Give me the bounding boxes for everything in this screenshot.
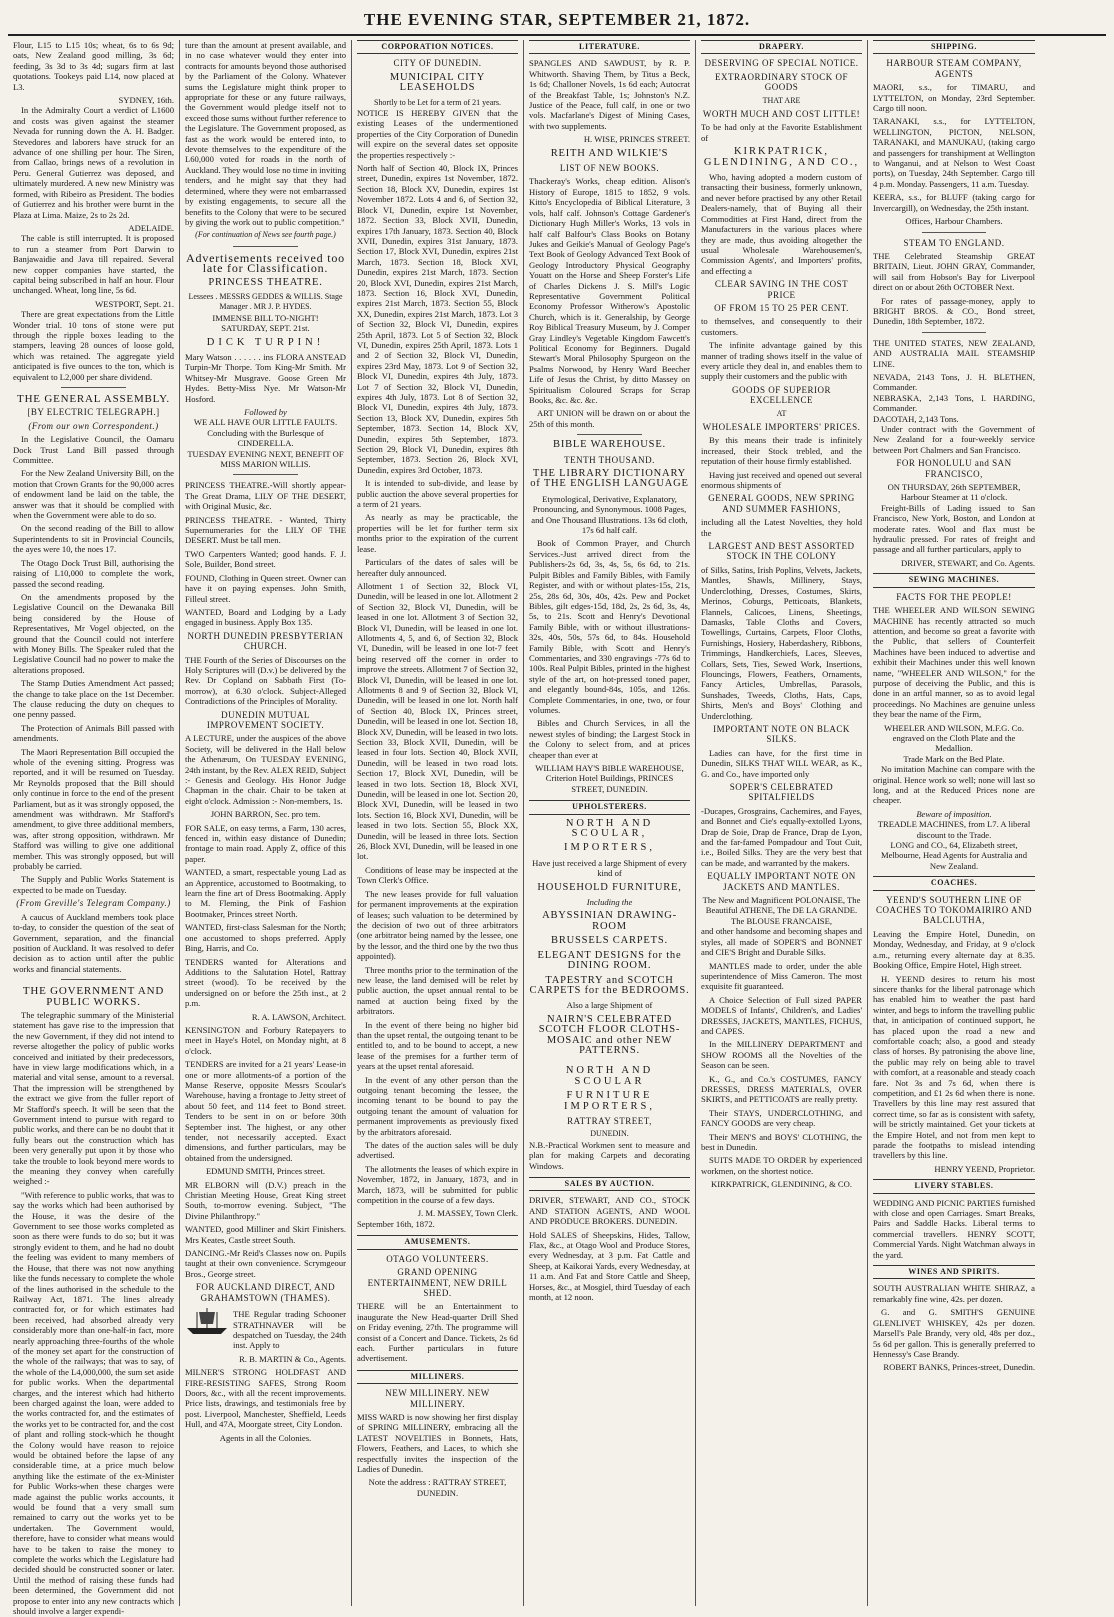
leaseholds-notice: NOTICE IS HEREBY GIVEN that the existing Leases of the undermentioned properties of the City Corporation of Dunedin will expire on the several dates set opposite the properties respectively :- bbox=[357, 108, 518, 160]
north-scoular-title: NORTH AND SCOULAR, bbox=[565, 817, 654, 840]
column-4 bbox=[524, 40, 696, 1606]
wheeler-wilson: THE WHEELER AND WILSON SEWING MACHINE has recently attracted so much attention, and become so great a favorite with the Public, that sellers of Counterfeit Machines have been induced to advertise and exhibit their Machines under this well known name, "WHEELER AND WILSON," for the purpose of deceiving the Public, and this is done in an artful manner, so as to avoid legal proceedings. No Machines are genuine unless they bear the name of the Firm, bbox=[873, 605, 1035, 720]
that-are: THAT ARE bbox=[762, 95, 801, 105]
column-1 bbox=[8, 40, 180, 1617]
city-label: CITY OF DUNEDIN. bbox=[393, 58, 482, 69]
ship-body: THE Regular trading Schooner STRATHNAVER will be despatched on Tuesday, the 24th inst. Apply to bbox=[233, 1309, 346, 1351]
mens-clothing: Their MEN'S and BOYS' CLOTHING, the best in Dunedin. bbox=[701, 1131, 862, 1152]
section-sales: SALES BY AUCTION. bbox=[529, 1177, 690, 1191]
ad-farm: FOR SALE, on easy terms, a Farm, 130 acres, fenced in, within easy distance of Dunedin; frontage to main road. Apply Z, office of this paper. bbox=[185, 822, 346, 864]
leaseholds-paragraph: The allotments the leases of which expire in November, 1872, in January, 1873, and in March, 1873, will be submitted for public competition in the course of a few days. bbox=[357, 1163, 518, 1206]
millinery-dept: In the MILLINERY DEPARTMENT and SHOW ROOMS all the Novelties of the Season can be seen. bbox=[701, 1039, 862, 1071]
glenlivet: G. and G. SMITH'S GENUINE GLENLIVET WHISKEY, 42s per dozen. Marsell's Pale Brandy, very old, 48s per doz., 5s 6d per gallon. This is generally preferred to Hennessy's Case Brandy. bbox=[873, 1307, 1035, 1359]
section-livery: LIVERY STABLES. bbox=[873, 1179, 1035, 1193]
gb-rates: For rates of passage-money, apply to BRIGHT BROS. & CO., Bond street, Dunedin, 18th September, 1872. bbox=[873, 295, 1035, 327]
infinite-advantage: The infinite advantage gained by this manner of trading shows itself in the value of every article they deal in, and enables them to supply their customers and the public with bbox=[701, 340, 862, 382]
dacotah: DACOTAH, 2,143 Tons. bbox=[873, 413, 959, 424]
theatre-tuesday: TUESDAY EVENING NEXT, BENEFIT OF MISS MARION WILLIS. bbox=[187, 448, 344, 470]
ad-kensington: KENSINGTON and Forbury Ratepayers to meet in Haye's Hotel, on Monday night, at 8 o'clock. bbox=[185, 1024, 346, 1056]
south-australian: SOUTH AUSTRALIAN WHITE SHIRAZ, a remarkably fine wine, 42s. per dozen. bbox=[873, 1283, 1035, 1304]
column-2 bbox=[180, 40, 352, 1606]
elegant-designs: ELEGANT DESIGNS for the DINING ROOM. bbox=[537, 949, 682, 972]
ww-mfg: WHEELER AND WILSON, M.F.G. Co. engraved on the Cloth Plate and the Medallion. bbox=[884, 722, 1024, 754]
byline-correspondent: (From our own Correspondent.) bbox=[28, 420, 159, 431]
facts-people: FACTS FOR THE PEOPLE! bbox=[896, 591, 1012, 602]
bible-sign: WILLIAM HAY'S BIBLE WAREHOUSE, Criterion Hotel Buildings, PRINCES STREET, DUNEDIN. bbox=[535, 763, 684, 794]
leaseholds-paragraph: It is intended to sub-divide, and lease by public auction the above several properties for a term of 21 years. bbox=[357, 478, 518, 510]
theatre-lessees: Lessees . MESSRS GEDDES & WILLIS. Stage Manager . MR J. P. HYDES. bbox=[188, 291, 343, 312]
assembly-paragraph: The Maori Representation Bill occupied the whole of the evening sitting. Progress was reported, and it will be resumed on Tuesday. Mr Reynolds proposed that the Bill should only continue in force to the end of the present Parliament, but as it was strongly opposed, the amendment was withdrawn. Mr Stafford's amendment, to give three additional members, was, after strong opposition, withdrawn. Mr Stafford was willing to give one additional member. This was strongly opposed, but will probably be carried. bbox=[13, 746, 174, 872]
including-latest: including all the Latest Novelties, they hold the bbox=[701, 517, 862, 538]
nairn: NAIRN'S CELEBRATED SCOTCH FLOOR CLOTHS-MOSAIC and other NEW PATTERNS. bbox=[538, 1013, 681, 1056]
extraordinary: EXTRAORDINARY STOCK OF GOODS bbox=[714, 71, 848, 93]
ship-sign: R. B. MARTIN & Co., Agents. bbox=[239, 1353, 346, 1364]
grand-body: THERE will be an Entertainment to inaugurate the New Head-quarter Drill Shed on Friday evening, 27th. The programme will consist of a Concert and Dance. Tickets, 2s 6d each. Further particulars in future advertisement. bbox=[357, 1301, 518, 1364]
nevada: NEVADA, 2143 Tons, J. H. BLETHEN, Commander. bbox=[873, 371, 1035, 393]
nb-workmen: N.B.-Practical Workmen sent to measure and plan for making Carpets and decorating Windows. bbox=[529, 1139, 690, 1171]
treadle: TREADLE MACHINES, from L7. A liberal discount to the Trade. bbox=[877, 819, 1031, 840]
assembly-paragraph: On the second reading of the Bill to allow Superintendents to sit in Provincial Councils, the ayes were 10, the noes 17. bbox=[13, 523, 174, 555]
presbyterian-title: NORTH DUNEDIN PRESBYTERIAN CHURCH. bbox=[187, 630, 344, 652]
section-coaches: COACHES. bbox=[873, 876, 1035, 890]
and-other-shapes: and other handsome and becoming shapes and styles, all made of SOPER'S and BONNET and CIE'S Bright and Durable Silks. bbox=[701, 926, 862, 958]
kg-sign: KIRKPATRICK, GLENDINING, & CO. bbox=[710, 1179, 852, 1190]
bible-body-2: Bibles and Church Services, in all the newest styles of binding; the Largest Stock in the Colony to select from, and at prices cheaper than ever at bbox=[529, 718, 690, 760]
equally-important: EQUALLY IMPORTANT NOTE ON JACKETS AND MANTLES. bbox=[707, 871, 856, 892]
clear-saving: CLEAR SAVING IN THE COST PRICE bbox=[714, 279, 849, 300]
importers-title: IMPORTERS, bbox=[564, 842, 655, 854]
theatre-play: DICK TURPIN! bbox=[206, 336, 325, 348]
leaseholds-paragraph: As nearly as may be practicable, the properties will be let for further term six months prior to the expiration of the current lease. bbox=[357, 512, 518, 554]
assembly-paragraph: The Otago Dock Trust Bill, authorising the raising of L10,000 to complete the work, passed the second reading. bbox=[13, 557, 174, 589]
kg-body: Who, having adopted a modern custom of transacting their business, formerly unknown, and never before practised by any other Retail Dealers-namely, that of Buying all their Commodities at First Hand, direct from the Manufacturers in the various places where they are made, thus avoiding altogether the usual Wholesale Warehousemen's, Commission Agents', and Importers' profits, and effecting a bbox=[701, 172, 862, 276]
at-label: AT bbox=[776, 408, 787, 418]
byline-grevilles: (From Greville's Telegram Company.) bbox=[16, 898, 171, 909]
news-adelaide: The cable is still interrupted. It is proposed to run a steamer from Port Darwin to Banjawaidie and Java till repaired. Several new copper companies have started, the capital being subscribed in half an hour. Flour unchanged. Wheat, long line, 5s 6d. bbox=[13, 233, 174, 296]
driver-title: DRIVER, STEWART, AND CO., STOCK AND STATION AGENTS, AND WOOL AND PRODUCE BROKERS. DUNEDIN. bbox=[529, 1195, 690, 1227]
freight: Freight-Bills of Lading issued to San Francisco, New York, Boston, and London at moderate rates. Wool and flax must be hydraulic pressed. For rates of freight and passage and all further particulars, apply to bbox=[873, 502, 1035, 555]
theatre-title: PRINCESS THEATRE. bbox=[208, 276, 323, 288]
ship-icon bbox=[185, 1306, 229, 1336]
leaseholds-paragraph: The dates of the auction sales will be duly advertised. bbox=[357, 1140, 518, 1161]
leaseholds-title: MUNICIPAL CITY LEASEHOLDS bbox=[389, 71, 486, 94]
kg-title: KIRKPATRICK, GLENDINING, AND CO., bbox=[703, 146, 860, 168]
dateline-westport: WESTPORT, Sept. 21. bbox=[95, 298, 174, 309]
news-auckland: A caucus of Auckland members took place to-day, to consider the question of the seat of Government, separation, and the financial position of Auckland. It was resolved to defer decision as to action until after the public works and financial statements. bbox=[13, 911, 174, 974]
dateline-adelaide: ADELAIDE. bbox=[128, 222, 174, 233]
assembly-paragraph: On the amendments proposed by the Legislative Council on the Dewanaka Bill being considered by the House of Representatives, Mr Vogel objected, on the ground that the Council could not interfere with Money Bills. The Speaker ruled that the Legislative Council had no power to make the alterations proposed. bbox=[13, 591, 174, 675]
theatre-farce: WE ALL HAVE OUR LITTLE FAULTS. bbox=[193, 417, 338, 428]
no-imitation: No imitation Machine can compare with the original. Hence work so well; none will last so long, and at the Reduced Prices none are cheaper. bbox=[873, 764, 1035, 806]
library-title: THE LIBRARY DICTIONARY of THE ENGLISH LANGUAGE bbox=[530, 468, 689, 490]
ward-body: MISS WARD is now showing her first display of SPRING MILLINERY, embracing all the LATEST NOVELTIES in Bonnets, Hats, Flowers, Feathers, and Laces, to which she respectfully invites the inspection of the Ladies of Dunedin. bbox=[357, 1411, 518, 1474]
trade-mark: Trade Mark on the Bed Plate. bbox=[903, 753, 1005, 764]
to-themselves: to themselves, and consequently to their customers. bbox=[701, 316, 862, 337]
long-and-co: LONG and CO., 64, Elizabeth street, Melbourne, Head Agents for Australia and New Zealand. bbox=[880, 840, 1028, 871]
section-milliners: MILLINERS. bbox=[357, 1370, 518, 1384]
driver-body: Hold SALES of Sheepskins, Hides, Tallow, Flax, &c., at Otago Wool and Produce Stores, every Wednesday, at 3 p.m. Fat Cattle and Sheep, at Kaikorai Yards, every Wednesday, at 11 a.m. And Fat and Store Cattle and Sheep, Horses, &c., at Mosgiel, third Tuesday of each month, at 12 noon. bbox=[529, 1229, 690, 1303]
costumes: K., G., and Co.'s COSTUMES, FANCY DRESSES, DRESS MATERIALS, OVER SKIRTS, and PETTICOATS are really pretty. bbox=[701, 1073, 862, 1105]
soper-title: SOPER'S CELEBRATED SPITALFIELDS bbox=[729, 782, 834, 803]
theatre-conclude: Concluding with the Burlesque of CINDERELLA. bbox=[207, 427, 324, 449]
freight-sign: DRIVER, STEWART, and Co. Agents. bbox=[901, 557, 1035, 568]
brussels: BRUSSELS CARPETS. bbox=[551, 935, 668, 947]
new-magnificent: The New and Magnificent POLONAISE, The Beautiful ATHENE, The DE LA GRANDE. The BLOUSE FRANCAISE, bbox=[702, 895, 861, 926]
stays: Their STAYS, UNDERCLOTHING, and FANCY GOODS are very cheap. bbox=[701, 1107, 862, 1129]
ad-salesman: WANTED, first-class Salesman for the North; one accustomed to shops preferred. Apply Bing, Harris, and Co. bbox=[185, 922, 346, 954]
yeend-title: YEEND'S SOUTHERN LINE OF COACHES TO TOKOMAIRIRO AND BALCLUTHA, bbox=[875, 894, 1033, 926]
masthead: THE EVENING STAR, SEPTEMBER 21, 1872. bbox=[8, 6, 1106, 36]
reith-art-union: ART UNION will be drawn on or about the 25th of this month. bbox=[529, 408, 690, 429]
mutual-sign: JOHN BARRON, Sec. pro tem. bbox=[210, 809, 321, 820]
rattray-street: RATTRAY STREET, bbox=[567, 1115, 652, 1126]
assembly-paragraph: The Stamp Duties Amendment Act passed; the change to take place on the 1st December. The clause reducing the duty on cheques to one penny passed. bbox=[13, 678, 174, 720]
worth-much: WORTH MUCH AND COST LITTLE! bbox=[702, 109, 861, 120]
suits: SUITS MADE TO ORDER by experienced workmen, on the shortest notice. bbox=[701, 1155, 862, 1176]
important-note: IMPORTANT NOTE ON BLACK SILKS. bbox=[713, 723, 850, 745]
robert-banks: ROBERT BANKS, Princes-street, Dunedin. bbox=[883, 1362, 1035, 1373]
column-3 bbox=[352, 40, 524, 1606]
section-shipping: SHIPPING. bbox=[873, 40, 1035, 54]
ad-board: WANTED, Board and Lodging by a Lady engaged in business. Apply Box 135. bbox=[185, 606, 346, 628]
ad-tenders-lease: TENDERS are invited for a 21 years' Lease-in one or more allotments-of a portion of the Manse Reserve, opposite Messrs Scoular's Warehouse, having a frontage to Jetty street of about 50 feet, and 114 feet to Bond street. Tenders to be sent in on or before 30th September inst. The highest, or any other tender, not necessarily accepted. Exact dimensions, and further particulars, may be obtained from the undersigned. bbox=[185, 1059, 346, 1163]
column-6 bbox=[868, 40, 1040, 1606]
columns bbox=[8, 40, 1106, 1617]
government-continued: ture than the amount at present available, and in no case whatever would they enter into contracts for amounts beyond those authorised by the Parliament of the Colony. Whatever sums the Legislature might think proper to appropriate for these or any future railways, the Government would pledge itself not to exceed those sums without further reference to the Legislature. The Government proposed, as fast as the work would be entered into, to devote themselves to the expenditure of the L60,000 voted for roads in the north of Auckland. They would lose no time in inviting tenders, and he might say that they had determined, where they were not embarrassed by existing engagements, to secure all the benefits to the Colony that were to be secured by giving the work out to public competition." bbox=[185, 40, 346, 227]
milner-agents: Agents in all the Colonies. bbox=[219, 1432, 312, 1443]
soper-body: -Ducapes, Grosgrains, Cachemires, and Fayes, and Bonnet and Cie's equally-extolled Lyons, Drap de Soie, Drap de France, Drap de Lyon, and the far-famed Pompadour and Tout Cuit, i.e., Boiled Silks. They are the very best that can be made, and warranted by the makers. bbox=[701, 805, 862, 868]
government-paragraph: "With reference to public works, that was to say the works which had been authorised by the House, it was the desire of the Government to see those works completed as soon as there were funds to do so; but it was strongly evident to them, and he had no doubt the feeling was evident to many members of the House, that there was not now anything like the funds necessary to complete the whole of the lines authorised in the schedule to the Railway Act, 1871. The lines already contracted for, or for which estimates had been received, had absorbed already very considerably more than one-half-in fact, more nearly approaching three-fourths of the whole of the money set apart for the construction of the whole of the railways; that was to say, of the whole of the L4,000,000, the sum set aside for public works. When the departmental charges, and the interest which had hitherto been charged against the loan, were added to the works contracted for, and the estimates of the works yet to be contracted for, and the cost of plant and rolling stock-which he thought the Colony would have reason to rejoice would be obtained before the lapse of any considerable time, at a price much below anything like the estimate of the ex-Minister for Public Works-when these charges were made against the public works accounts, it would be found that a very small sum remained to carry out the works yet to be undertaken. The Government would, therefore, have to consider what means would have to be taken to raise the money to complete the works which the Legislature had decided should be constructed sooner or later. Until the method of raising these funds had been determined, the Government did not propose to enter into any new contracts which should involve a larger expendi- bbox=[13, 1189, 174, 1617]
silks-list: of Silks, Satins, Irish Poplins, Velvets, Jackets, Mantles, Shawls, Millinery, Stays, Underclothing, Dresses, Costumes, Skirts, Merinos, Coburgs, Petticoats, Blankets, Flannels, Calicoes, Linens, Sheetings, Damasks, Table Cloths and Covers, Towellings, Curtains, Carpets, Floor Cloths, Furnishings, Hosiery, Haberdashery, Ribbons, Trimmings, Handkerchiefs, Laces, Sleeves, Collars, Sets, Ties, Sewed Work, Insertions, Flouncings, Flowers, Feathers, Ornaments, Fancy Articles, Umbrellas, Parasols, Sunshades, Tweeds, Cloths, Hats, Caps, Shirts, Men's and Boys' Clothing and Underclothing. bbox=[701, 564, 862, 721]
harbour-offices: Offices, Harbour Chambers. bbox=[905, 216, 1003, 227]
headline-assembly: THE GENERAL ASSEMBLY. bbox=[17, 393, 170, 405]
ad-carpenters: TWO Carpenters Wanted; good hands. F. J. Sole, Builder, Bond street. bbox=[185, 548, 346, 570]
assembly-paragraph: For the New Zealand University Bill, on the motion that Crown Grants for the 90,000 acres of endowment land be laid on the table, the answer was that it should be complied with when the Government were able to do so. bbox=[13, 468, 174, 521]
leaseholds-subtitle: Shortly to be Let for a term of 21 years. bbox=[373, 97, 502, 107]
column-5 bbox=[696, 40, 868, 1606]
market-report: Flour, L15 to L15 10s; wheat, 6s to 6s 9d; oats, New Zealand good milling, 3s 6d; feeding, 3s 3d to 3s 4d; sugars firm at last quotations. Tookeys paid L14, now placed at L3. bbox=[13, 40, 174, 92]
yeend-body: Leaving the Empire Hotel, Dunedin, on Monday, Wednesday, and Friday, at 9 o'clock a.m., returning every alternate day at 8.35. Booking Office, Empire Hotel, High street. bbox=[873, 928, 1035, 971]
leaseholds-list-lots: Allotment 1 of Section 32, Block VI, Dunedin, will be leased in one lot. Allotment 2 of Section 32, Block VI, Dunedin, will be leased in one lot. Allotment 3 of Section 32, Block VI, Dunedin, will be leased in one lot. Allotments 4, 5, and 6, of Section 32, Block VI, Dunedin, will be leased in one lot-7 feet being reserved off the corner in order to improve the streets. Allotment 7 of Section 32, Block VI, Dunedin, will be leased in one lot. Allotments 8 and 9 of Section 32, Block VI, Dunedin, will be leased in one lot. North half of Section 40, Block IX, Princes street, Dunedin, will be leased in one lot. Section 18, Block XV, Dunedin, will be leased in two lots. Section 33, Block XVII, Dunedin, will be leased in four lots. Section 40, Block XVII, Dunedin, will be leased in two road lots. Section 17, Block XVI, Dunedin, will be leased in two lots. Section 18, Block XVI, Dunedin, will be leased in one lot. Section 20, Block XVI, Dunedin, will be leased in two lots. Section 16, Block XVI, Dunedin, will be leased in two lots. Section 55, Block XX, Dunedin, will be leased in three lots. Section 26, Block XVI, Dunedin, will be leased in one lot. bbox=[357, 580, 518, 862]
deserving: DESERVING OF SPECIAL NOTICE. bbox=[704, 58, 859, 69]
yeend-sign: HENRY YEEND, Proprietor. bbox=[934, 1163, 1035, 1174]
ad-maori: MAORI, s.s., for TIMARU, and LYTTELTON, on Monday, 23rd September. Cargo till noon. bbox=[873, 82, 1035, 114]
tenders-lease-sign: EDMUND SMITH, Princes street. bbox=[205, 1166, 326, 1177]
bible-title: BIBLE WAREHOUSE. bbox=[553, 439, 666, 451]
general-goods: GENERAL GOODS, NEW SPRING AND SUMMER FASHIONS, bbox=[708, 493, 855, 514]
section-sewing: SEWING MACHINES. bbox=[873, 573, 1035, 587]
percent: OF FROM 15 TO 25 PER CENT. bbox=[714, 302, 849, 313]
section-upholsterers: UPHOLSTERERS. bbox=[529, 800, 690, 814]
leaseholds-paragraph: In the event of any other person than the outgoing tenant becoming the lessee, the incoming tenant to be bound to pay the outgoing tenant the amount of valuation for permanent improvements as previously fixed by the arbitrators aforesaid. bbox=[357, 1074, 518, 1137]
ad-theatre-lily: PRINCESS THEATRE.-Will shortly appear-The Great Drama, LILY OF THE DESERT, with Original Music, &c. bbox=[185, 480, 346, 512]
mantles-order: MANTLES made to order, under the able superintendence of Miss Cameron. The most exquisite fit guaranteed. bbox=[701, 960, 862, 992]
assembly-paragraph: The Supply and Public Works Statement is expected to be made on Tuesday. bbox=[13, 874, 174, 895]
beware: Beware of imposition. bbox=[916, 808, 992, 819]
leaseholds-paragraph: In the event of there being no higher bid than the upset rental, the outgoing tenant to be entitled to, and to be bound to accept, a new lease of the premises for a further term of years at the upset rental aforesaid. bbox=[357, 1019, 518, 1072]
great-britain: THE Celebrated Steamship GREAT BRITAIN, Lieut. JOHN GRAY, Commander, will sail from Hobson's Bay for Liverpool direct on or about 26th OCTOBER Next. bbox=[873, 250, 1035, 293]
theatre-date: SATURDAY, SEPT. 21st. bbox=[221, 323, 310, 334]
new-millinery: NEW MILLINERY. NEW MILLINERY. bbox=[385, 1388, 490, 1409]
leaseholds-sign: J. M. MASSEY, Town Clerk. bbox=[417, 1208, 518, 1219]
section-corporation: CORPORATION NOTICES. bbox=[357, 40, 518, 54]
theatre-cast: Mary Watson . . . . . . ins FLORA ANSTEAD Turpin-Mr Thorpe. Tom King-Mr Smith. Mr Whitsey-Mr Musgrave. Goose Green Mr Hydes. Betty-Miss Nye. Mr Watson-Mr Hosford. bbox=[185, 351, 346, 404]
ad-milner: MILNER'S STRONG HOLDFAST AND FIRE-RESISTING SAFES, Strong Room Doors, &c., with all the recent improvements. Price lists, drawings, and testimonials free by post. Liverpool, Manchester, Sheffield, Leeds Hull, and 47A, Moorgate street, City London. bbox=[185, 1367, 346, 1430]
section-wines: WINES AND SPIRITS. bbox=[873, 1265, 1035, 1279]
wholesale-prices: WHOLESALE IMPORTERS' PRICES. bbox=[702, 422, 861, 432]
spangles-ad: SPANGLES AND SAWDUST, by R. P. Whitworth. Shaving Them, by Titus a Beck, 1s 6d; Challoner Novels, 1s 6d each; Autocrat of the Breakfast Table, 1s; Johnston's N.Z. Justice of the Peace, full calf, in one or two vols. Macfarlane's Digest of Mining Cases, with two supplements. bbox=[529, 58, 690, 131]
otago-volunteers: OTAGO VOLUNTEERS. bbox=[386, 1253, 489, 1264]
section-drapery: DRAPERY. bbox=[701, 40, 862, 54]
ad-taranaki: TARANAKI, s.s., for LYTTELTON, WELLINGTON, PICTON, NELSON, TARANAKI, and MANUKAU, (taking cargo and passengers for transhipment at Wellington to Wanganui, and at Nelson to West Coast ports), on Tuesday, 24th September. Cargo till 4 p.m. Monday. Passengers, 11 a.m. Tuesday. bbox=[873, 116, 1035, 189]
headline-government: THE GOVERNMENT AND PUBLIC WORKS. bbox=[22, 985, 165, 1008]
theatre-follow: Followed by bbox=[244, 407, 287, 417]
ad-theatre-supers: PRINCESS THEATRE. - Wanted, Thirty Supernumeraries for the LILY OF THE DESERT. Must be tall men. bbox=[185, 514, 346, 546]
presbyterian-body: THE Fourth of the Series of Discourses on the Holy Scriptures will (D.v.) be delivered by the Rev. Dr Copland on Sabbath First (To-morrow), at 6.30 o'clock. Subject-Alleged Contradictions of the Principles of Morality. bbox=[185, 654, 346, 707]
leaseholds-list-expiry: North half of Section 40, Block IX, Princes street, Dunedin, expires 1st November, 1872. Section 18, Block XV, Dunedin, expires 1st November 1872. Lots 4 and 6, of Section 32, Block VI, Dunedin, expire 1st November, 1872. Section 33, Block XVII, Dunedin, expires 17th January, 1873. Section 40, Block XVII, Dunedin, expires 31st January, 1873. Section 17, Block XVI, Dunedin, expires 21st March, 1873. Section 18, Block XVI, Dunedin, expires 21st March, 1873. Section 20, Block XVI, Dunedin, expires 21st March, 1873. Section 16, Block XVI, Dunedin, expires 21st March, 1873. Section 55, Block XX, Dunedin, expires 21st March, 1873. Lot 3 of Section 32, Block VI, Dunedin, expires 25th April, 1873. Lot 5 of Section 32, Block VI, Dunedin, expires 25th April, 1873. Lots 1 and 2 of Section 32, Block VI, Dunedin, expires 23rd May, 1873. Lot 9 of Section 32, Block VI, Dunedin, expires 4th July, 1873. Lot 7 of Section 32, Block VI, Dunedin, expires 4th July, 1873. Lot 8 of Section 32, Block VI, Dunedin, expires 4th July, 1873. Section 13, Block XV, Dunedin, expires 5th September, 1873. Section 14, Block XV, Dunedin, expires 5th September, 1873. Section 29, Block VI, Dunedin, expires 8th September, 1873. Section 26, Block XVI, Dunedin, expires 3rd October, 1873. bbox=[357, 163, 518, 475]
late-ads-heading: Advertisements received too late for Classification. bbox=[186, 250, 345, 276]
news-westport: There are great expectations from the Little Wonder trial. 10 tons of stone were put through the ripple boxes leading to the stampers, leaving 28 ounces of loose gold, which was retained. The aggregate yield anticipated is five ounces to the ton, which is equivalent to L2,000 per share dividend. bbox=[13, 309, 174, 382]
tenders-hotel-sign: R. A. LAWSON, Architect. bbox=[251, 1011, 346, 1022]
thursday: ON THURSDAY, 26th SEPTEMBER, Harbour Steamer at 11 o'clock. bbox=[887, 482, 1021, 503]
steam-england: STEAM TO ENGLAND. bbox=[903, 237, 1005, 248]
yeend-paragraph: H. YEEND desires to return his most sincere thanks for the liberal patronage which has enabled him to weather the past hard winter, and begs to inform the travelling public that, in anticipation of continued support, he has placed upon the road a new and comfortable coach; also, a good and steady class of horses. By patronising the above line, the public may rely on being able to travel with comfort, at a reasonable and steady coach fare. Not 3s and 7s 6d, when there is competition, and £1 2s 6d when there is none. Travellers by this line may rest assured that correct time, so far as is consistent with safety, will be strictly maintained. Get your tickets at the Empire Hotel, and not from men kept to parade the footpaths to mislead intending travellers by this line. bbox=[873, 973, 1035, 1161]
section-literature: LITERATURE. bbox=[529, 40, 690, 54]
dateline-sydney: SYDNEY, 16th. bbox=[118, 95, 174, 106]
by-this-means: By this means their trade is infinitely increased, their Stock trebled, and the reputation of their house firmly established. bbox=[701, 435, 862, 467]
reith-subtitle: LIST OF NEW BOOKS. bbox=[559, 163, 660, 174]
leaseholds-paragraph: The new leases provide for full valuation for permanent improvements at the expiration of leases; such valuation to be determined by the decision of two out of three arbitrators (one arbitrator being named by the lessee, one by the lessor, and the third one by the two thus appointed). bbox=[357, 888, 518, 962]
goods-superior: GOODS OF SUPERIOR EXCELLENCE bbox=[731, 384, 832, 406]
ad-found: FOUND, Clothing in Queen street. Owner can have it on paying expenses. John Smith, Filleul street. bbox=[185, 572, 346, 604]
choice-selection: A Choice Selection of Full sized PAPER MODELS of Infants', Children's, and Ladies' DRESSES, JACKETS, MANTLES, FICHUS, and CAPES. bbox=[701, 994, 862, 1036]
also-shipment: Also a large Shipment of bbox=[566, 1000, 653, 1011]
including: Including the bbox=[586, 897, 633, 908]
assembly-paragraph: In the Legislative Council, the Oamaru Dock Trust Land Bill passed through Committee. bbox=[13, 434, 174, 466]
byline-telegraph: [BY ELECTRIC TELEGRAPH.] bbox=[27, 407, 160, 418]
assembly-paragraph: The Protection of Animals Bill passed with amendments. bbox=[13, 722, 174, 744]
us-mail-line: THE UNITED STATES, NEW ZEALAND, AND AUSTRALIA MAIL STEAMSHIP LINE. bbox=[873, 337, 1035, 369]
spangles-sign: H. WISE, PRINCES STREET. bbox=[583, 134, 690, 145]
under-contract: Under contract with the Government of New Zealand for a four-weekly service between Port Chalmers and San Francisco. bbox=[873, 424, 1035, 455]
leaseholds-paragraph: Three months prior to the termination of the new lease, the land demised will be relet by public auction, the upset annual rental to be named at auction being fixed by the arbitrators. bbox=[357, 964, 518, 1017]
ward-address: Note the address : RATTRAY STREET, DUNEDIN. bbox=[368, 1477, 507, 1498]
ns-body: Have just received a large Shipment of every kind of bbox=[532, 857, 687, 879]
honolulu: FOR HONOLULU and SAN FRANCISCO, bbox=[896, 458, 1012, 479]
to-be-had: To be had only at the Favorite Establishment of bbox=[701, 122, 862, 143]
north-scoular-title-2: NORTH AND SCOULAR bbox=[565, 1065, 654, 1087]
nebraska: NEBRASKA, 2,143 Tons, I. HARDING, Commander. bbox=[873, 392, 1035, 414]
ad-apprentice: WANTED, a smart, respectable young Lad as an Apprentice, accustomed to Bootmaking, to learn the fine art of Dress Bootmaking. Apply to M. Fleming, the Pink of Fashion Bootmaker, Princes street North. bbox=[185, 867, 346, 919]
tapestry: TAPESTRY and SCOTCH CARPETS for the BEDROOMS. bbox=[529, 974, 690, 996]
leaseholds-paragraph: Particulars of the dates of sales will be hereafter duly announced. bbox=[357, 557, 518, 578]
ad-elborn: MR ELBORN will (D.V.) preach in the Christian Meeting House, Great King street South, to-morrow evening. Subject, "The Divine Philanthropy." bbox=[185, 1179, 346, 1221]
reith-title: REITH AND WILKIE'S bbox=[550, 147, 669, 159]
ladies-silks: Ladies can have, for the first time in Dunedin, SILKS THAT WILL WEAR, as K., G. and Co., have imported only bbox=[701, 747, 862, 779]
reith-book-list: Thackeray's Works, cheap edition. Alison's History of Europe, 1815 to 1852, 9 vols. Kitto's Encyclopedia of Biblical Literature, 3 vols, half calf. Johnson's Cottage Gardener's Dictionary Hugh Miller's Works, 13 vols in half calf Balfour's Class Books on Botany Jukes and Geikie's Manual of Geology Page's Text Book of Geology Advanced Text Book of Geology Introductory Physical Geography Youatt on the Horse and Sheep Forster's Life of Charles Dickens J. S. Mill's Logic Representative Government Political Economy Professor Witherow's Apostolic Church, which is it. Generalship, by George Roy Biblical Treasury Museum, by J. Comper Gray Lindley's Vegetable Kingdom Fawcett's Political Economy for Beginners. Dugald Stewart's Moral Philosophy Spurgeon on the Psalms Norwood, by Henry Ward Beecher Life of Jesus the Christ, by ditto Massey on Spiritualism Coloured Scraps for Scrap Books, &c. &c. &c. bbox=[529, 176, 690, 405]
theatre-bill: IMMENSE BILL TO-NIGHT! bbox=[212, 312, 319, 323]
ship-title: FOR AUCKLAND DIRECT, AND GRAHAMSTOWN (THAMES). bbox=[195, 1282, 336, 1303]
leaseholds-date: September 16th, 1872. bbox=[357, 1218, 435, 1229]
mutual-body: A LECTURE, under the auspices of the above Society, will be delivered in the Hall below the Athenæum, On TUESDAY EVENING, 24th instant, by the Rev. ALEX REID, Subject :- Genesis and Geology. His Honor Judge Chapman in the chair. Chair to be taken at eight o'clock. Admission :- Non-members, 1s. bbox=[185, 733, 346, 806]
harbour-title: HARBOUR STEAM COMPANY, AGENTS bbox=[886, 58, 1022, 79]
library-body: Etymological, Derivative, Explanatory, Pronouncing, and Synonymous. 1008 Pages, and One Thousand Illustrations. 13s 6d cloth, 17s 6d half calf. bbox=[531, 493, 688, 536]
section-amusements: AMUSEMENTS. bbox=[357, 1235, 518, 1249]
leaseholds-paragraph: Conditions of lease may be inspected at the Town Clerk's Office. bbox=[357, 864, 518, 886]
government-paragraph: The telegraphic summary of the Ministerial statement has gave rise to the impression that the new Government, if they did not intend to reverse altogether the policy of public works conceived and initiated by their predecessors, have in view large modifications which, in a material and vital sense, amount to a reversal. That the impression will be strengthened by the extract we give from the fuller report of Mr Stafford's speech. It will be seen that the Government intend to pursue with regard to public works, and there can be no doubt that it fully bears out the construction which has been very generally put upon it by those who take the trouble to look beyond mere words to the meaning they convey when carefully weighed :- bbox=[13, 1009, 174, 1187]
news-sydney: In the Admiralty Court a verdict of L1600 and costs was given against the steamer Nevada for running down the A. H. Badger. Stevedores and laborers have struck for an advance of one shilling per hour. The Siren, from Callao, brings news of a revolution in Peru. General Gutierrez was deposed, and ultimately murdered. A new new Ministry was formed, with Ribeiro as President. The bodies of Gutierrez and his brother were burnt in the Plaza at Lima. Maize, 2s to 2s 2d. bbox=[13, 105, 174, 220]
largest-stock: LARGEST AND BEST ASSORTED STOCK IN THE COLONY bbox=[708, 541, 855, 562]
abyssinian: ABYSSINIAN DRAWING-ROOM bbox=[542, 910, 677, 932]
ad-keera: KEERA, s.s., for BLUFF (taking cargo for Invercargill), on Wednesday, the 25th instant. bbox=[873, 192, 1035, 213]
continuation-note: (For continuation of News see fourth page.) bbox=[195, 230, 336, 240]
ad-tenders-hotel: TENDERS wanted for Alterations and Additions to the Salutation Hotel, Rattray street (wood). To be received by the undersigned on or before the 25th inst., at 2 p.m. bbox=[185, 956, 346, 1009]
dunedin-label: DUNEDIN. bbox=[590, 1129, 629, 1139]
having-received: Having just received and opened out several enormous shipments of bbox=[701, 469, 862, 491]
ad-dancing: DANCING.-Mr Reid's Classes now on. Pupils taught at their own convenience. Scrymgeour Bros., George street. bbox=[185, 1248, 346, 1279]
wedding-parties: WEDDING AND PICNIC PARTIES furnished with close and open Carriages. Smart Breaks, Pairs and Saddle Hacks. Liberal terms to commercial travellers. HENRY SCOTT, Commercial Yards. Night Watchman always in the yard. bbox=[873, 1197, 1035, 1260]
household-furniture: HOUSEHOLD FURNITURE, bbox=[537, 881, 682, 893]
grand-opening: GRAND OPENING ENTERTAINMENT, NEW DRILL SHED. bbox=[367, 1267, 508, 1298]
bible-body: Book of Common Prayer, and Church Services.-Just arrived direct from the Publishers-2s 6d, 3s, 4s, 5s, 6s 6d, to 21s. Pulpit Bibles and Family Bibles, with Family Register, and with or without plates-15s, 21s, 25s, 28s 6d, 30s, 40s, 42s. Pew and Pocket Bibles, gilt edges-15d, 18d, 2s, 2s 6d, 3s, 4s, 5s, to 21s. Scott and Henry's Devotional Family Bible, with or without illustrations-32s, 40s, 50s, 57s 6d, to 84s. Household Family Bible, with Scott and Henry's Commentaries, and 330 engravings -77s 6d to 100s. Real Pulpit Bibles, printed in the highest style of the art, on hot-pressed toned paper, and elegantly bound-84s, 105s, and 126s. Complete Commentaries, in one, two, or four volumes. bbox=[529, 538, 690, 715]
furniture-importers: FURNITURE IMPORTERS, bbox=[564, 1090, 655, 1112]
ad-milliner: WANTED, good Milliner and Skirt Finishers. Mrs Keates, Castle street South. bbox=[185, 1224, 346, 1245]
bible-tenth: TENTH THOUSAND. bbox=[564, 454, 655, 465]
mutual-title: DUNEDIN MUTUAL IMPROVEMENT SOCIETY. bbox=[206, 709, 325, 730]
